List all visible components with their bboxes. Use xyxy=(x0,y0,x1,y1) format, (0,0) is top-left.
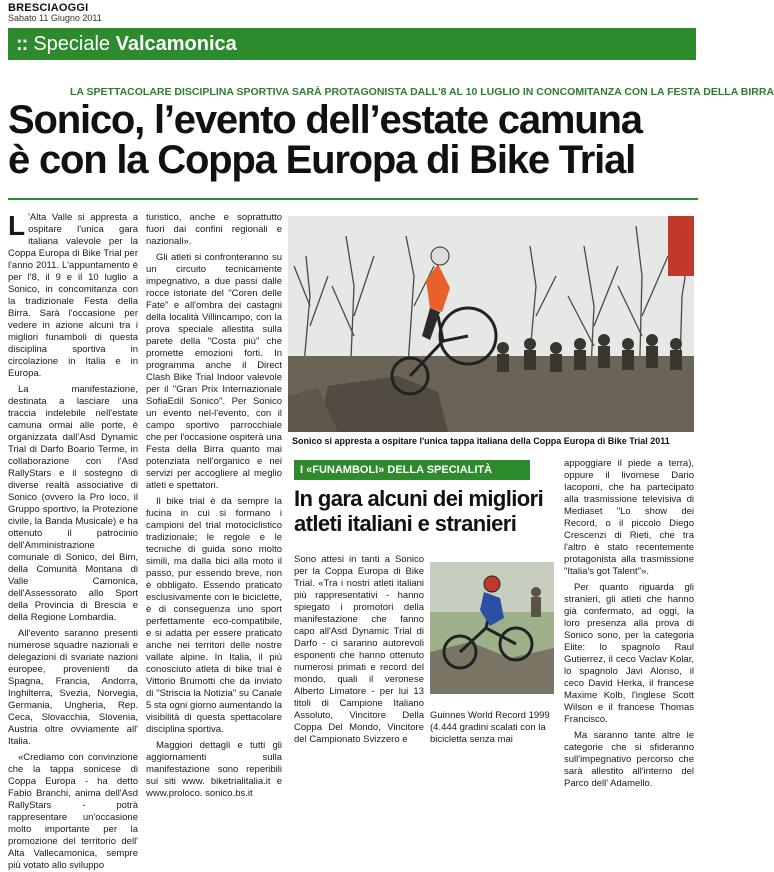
publication-name: BRESCIAOGGI xyxy=(8,2,89,14)
article-headline xyxy=(8,100,698,180)
article-paragraph: L 'Alta Valle si appresta a ospitare l'unica gara italiana valevole per la Coppa Europa di Bike Trial per l'anno 2011. L'appuntamento è per l'8, il 9 e il 10 luglio a Sonico, in concomitanza con la tradizionale Festa della Birra. Sarà l'occasione per vedere in azione alcuni tra i migliori funamboli di questa disciplina sportiva in circolazione in Italia e in Europa. xyxy=(8,210,138,379)
headline-line-2: è con la Coppa Europa di Bike Trial xyxy=(8,138,636,182)
article-paragraph: Maggiori dettagli e tutti gli aggiornamenti sulla manifestazione sono reperibili sui siti www. biketrialitalia.it e www.proloco. sonico.bs.it xyxy=(146,740,282,799)
sidebar-paragraph: Ma saranno tante altre le categorie che si sfideranno sull'impegnativo percorso che sarà allestito all'interno del Parco dell' Adamello. xyxy=(564,730,694,789)
headline-line-1: Sonico, l’evento dell’estate camuna xyxy=(8,98,642,142)
photo-caption: Sonico si appresta a ospitare l'unica tappa italiana della Coppa Europa di Bike Trial 2011 xyxy=(292,436,670,446)
sidebar-column-2 xyxy=(564,458,694,789)
sidebar-label: I «FUNAMBOLI» DELLA SPECIALITÀ xyxy=(294,460,530,480)
rider-photo xyxy=(430,562,554,694)
masthead xyxy=(8,2,692,24)
sidebar-column-1 xyxy=(294,554,424,752)
section-title-bold: Valcamonica xyxy=(115,32,237,55)
sidebar-continuation-text: Guinnes World Record 1999 (4.444 gradini scalati con la bicicletta senza mai xyxy=(430,710,550,745)
sidebar-headline-line-1: In gara alcuni dei migliori xyxy=(294,486,544,511)
section-title xyxy=(33,33,236,56)
article-paragraph: turistico, anche e soprattutto fuori dai confini regionali e nazionali». xyxy=(146,212,282,247)
article-paragraph: Gli atleti si confronteranno su un circuito tecnicamente impegnativo, a due passi dalle rocce istoriate del "Coren delle Fate" e all'ombra dei castagni della località Villincampo, con la prova speciale allestita sulla parete della "Costa più" che promette emozioni forti. In programma anche il Direct Clash Bike Trial Indoor valevole per il "Gran Prix Internazionale SofiaEdil Sonico". Per Sonico un evento nel-l'evento, con il campo sportivo parrocchiale che per l'occasione ospiterà una Festa della Birra quanto mai potenziata nell'organico e nei servizi per accogliere al meglio atleti e spettatori. xyxy=(146,252,282,491)
bike-trial-photo-illustration xyxy=(288,216,694,432)
sidebar-paragraph: Sono attesi in tanti a Sonico per la Coppa Europa di Bike Trial. «Tra i nostri atleti italiani più rappresentativi - hanno spiegato i promotori della manifestazione che fanno capo all'Asd Dynamic Trial di Darfo - ci saranno autorevoli esponenti che hanno ottenuto numerosi primati e record del mondo, quali il veronese Alberto Limatore - per lui 13 titoli di Campione Italiano Assoluto, Vincitore Della Coppa Del Mondo, Vincitore del Campionato Svizzero e xyxy=(294,554,424,745)
publication-date: Sabato 11 Giugno 2011 xyxy=(8,13,102,23)
sidebar-headline-line-2: atleti italiani e stranieri xyxy=(294,511,517,536)
sidebar-headline xyxy=(294,486,564,536)
sidebar-paragraph: appoggiare il piede a terra), oppure il livornese Dario Iacoponi, che ha partecipato alla trasmissione televisiva di Mediaset "Lo show dei Record, o il piccolo Diego Crescenzi di Rieti, che tra l'altro è stato recentemente protagonista alla trasmissione "Italia's got Talent"». xyxy=(564,458,694,577)
article-column-1 xyxy=(8,210,138,871)
section-title-light: Speciale xyxy=(33,32,111,55)
article-paragraph: All'evento saranno presenti numerose squadre nazionali e delegazioni di svariate nazioni europee, provenienti da Spagna, Francia, Andorra, Inghilterra, Svezia, Norvegia, Germania, Ungheria, Rep. Ceca, Slovacchia, Slovenia, Austria oltre ovviamente all' Italia. xyxy=(8,628,138,747)
section-banner xyxy=(8,28,696,60)
article-column-2 xyxy=(146,212,282,799)
article-paragraph: Il bike trial è da sempre la fucina in cui si formano i campioni del trial motociclistico tradizionale; le regole e le tecniche di guida sono molto simili, ma dalla bici alla moto il passo, pur essendo breve, non è obbligato. Essendo praticato esclusivamente con le biciclette, è di conseguenza uno sport perfettamente eco-compatibile, e si adatta per essere praticato anche nei territori delle nostre vallate alpine. In Italia, il più conosciuto atleta di bike trial è Vittorio Brumotti che da inviato di "Striscia la Notizia" su Canale 5 sta ogni giorno aumentando la visibilità di questa spettacolare disciplina sportiva. xyxy=(146,496,282,735)
article-kicker: LA SPETTACOLARE DISCIPLINA SPORTIVA SARÀ PROTAGONISTA DALL'8 AL 10 LUGLIO IN CONCOMITANZA CON LA FESTA DELLA BIRRA xyxy=(70,86,774,98)
rider-photo-illustration xyxy=(430,562,554,694)
article-paragraph: La manifestazione, destinata a lasciare una traccia indelebile nell'estate camuna ormai alle porte, è organizzata dall'Asd Dynamic Trial di Darfo Boario Terme, in collaborazione con l'Asd RallyStars e il sostegno di diverse realtà associative di Sonico (ovvero la Pro loco, il Gruppo sportivo, la Protezione civile, la Banda Musicale) e ha ottenuto il patrocinio dell'Amministrazione comunale di Sonico, del Bim, della Comunità Montana di Valle Camonica, dell'Assessorato allo Sport della Provincia di Brescia e della Regione Lombardia. xyxy=(8,384,138,623)
article-paragraph: «Crediamo con convinzione che la tappa sonicese di Coppa Europa - ha detto Fabio Branchi, anima dell'Asd RallyStars - potrà rappresentare un'occasione molto importante per la promozione del territorio dell' Alta Vallecamonica, sempre più votato allo sviluppo xyxy=(8,752,138,871)
section-dots: :: xyxy=(16,32,28,55)
sidebar-paragraph: Per quanto riguarda gli stranieri, gli atleti che hanno già confermato, ad oggi, la loro presenza alla prova di Sonico sono, per la categoria Elite: lo spagnolo Raul Gutierrez, il ceco Vaclav Kolar, lo spagnolo Javi Alonso, il ceco David Herka, il francese Maxime Kolb, l'inglese Scott Wilson e il francese Thomas Francisco. xyxy=(564,582,694,725)
headline-rule xyxy=(8,198,698,200)
bike-trial-photo xyxy=(288,216,694,432)
drop-cap: L xyxy=(8,210,26,241)
